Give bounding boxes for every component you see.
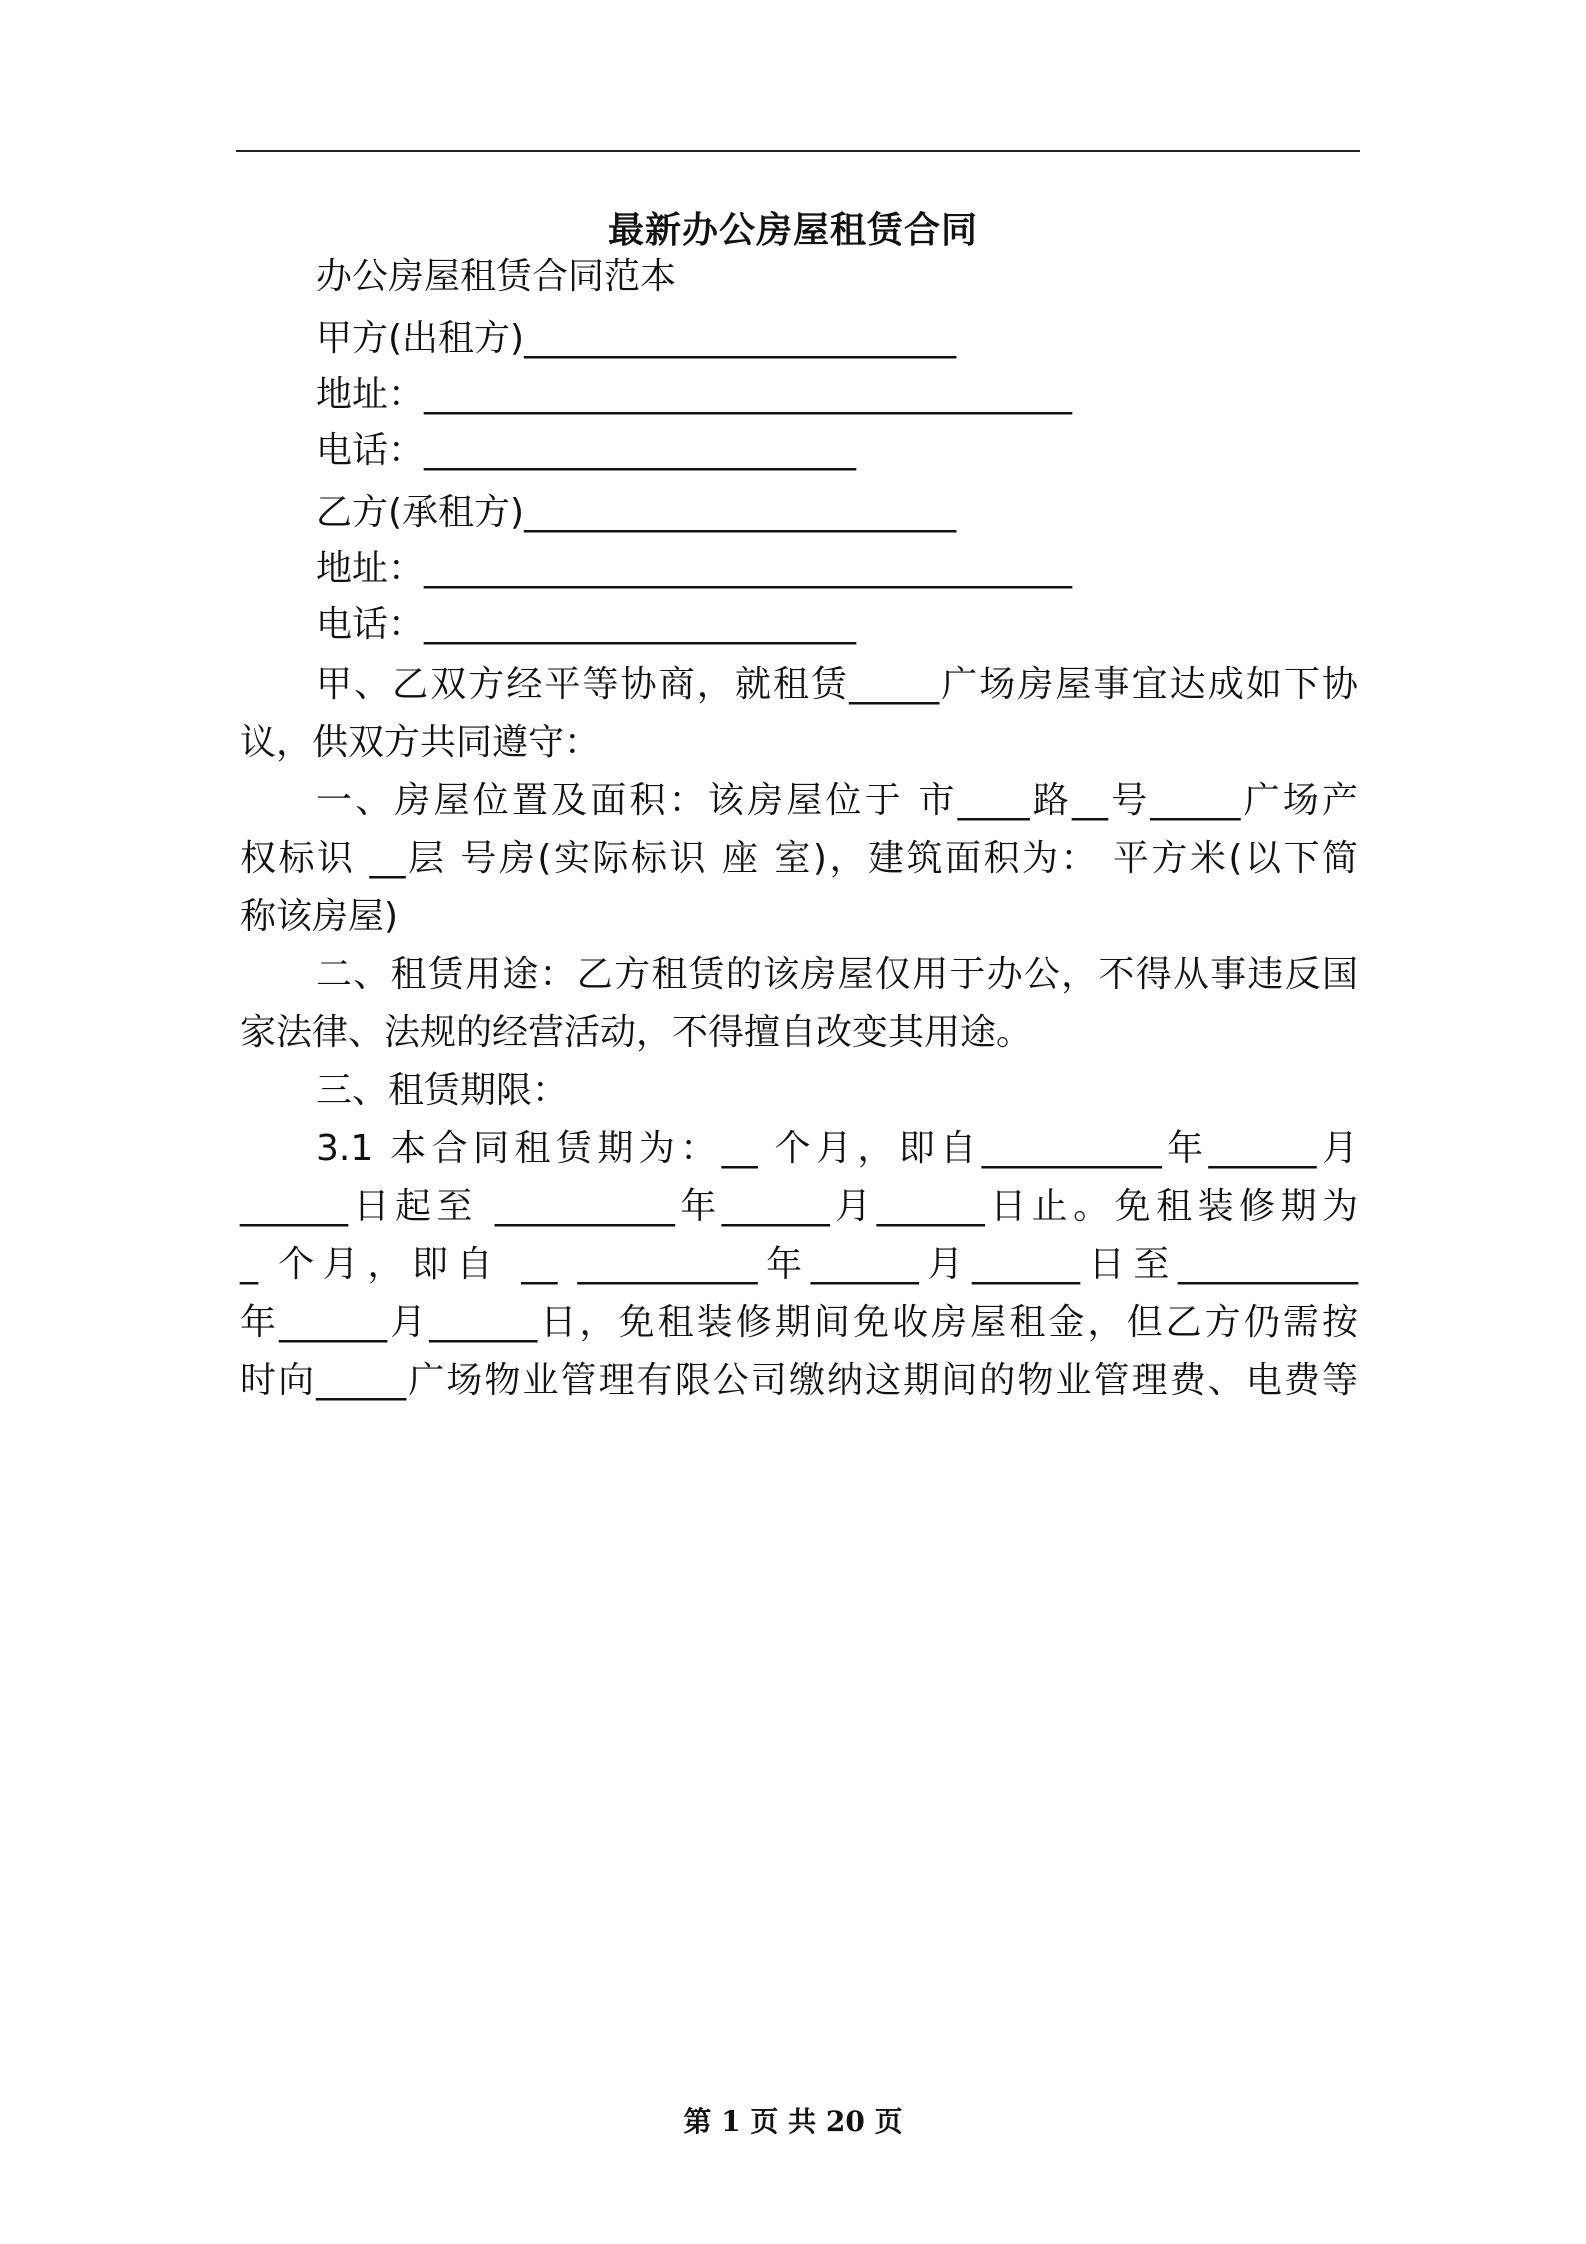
paragraph-line: 年______月______日，免租装修期间免收房屋租金，但乙方仍需按 (240, 1302, 1358, 1343)
party-b-line: 乙方(承租方)________________________ (316, 492, 957, 533)
party-a-phone-line: 电话：________________________ (316, 430, 857, 471)
paragraph-line: 3.1 本合同租赁期为：__ 个月，即自__________年______月 (316, 1128, 1358, 1169)
party-b-phone-line: 电话：________________________ (316, 604, 857, 645)
section-heading: 办公房屋租赁合同范本 (316, 256, 677, 297)
paragraph-line: 二、租赁用途：乙方租赁的该房屋仅用于办公，不得从事违反国 (316, 954, 1358, 995)
paragraph-line: 时向_____广场物业管理有限公司缴纳这期间的物业管理费、电费等 (240, 1360, 1358, 1401)
paragraph-line: 甲、乙双方经平等协商，就租赁_____广场房屋事宜达成如下协 (316, 664, 1358, 705)
page-number: 第 1 页 共 20 页 (683, 2105, 903, 2138)
section-heading: 三、租赁期限： (316, 1070, 569, 1111)
paragraph-line: 议，供双方共同遵守： (240, 722, 601, 763)
party-b-address-line: 地址：____________________________________ (316, 548, 1073, 589)
paragraph-line: 权标识 __层 号房(实际标识 座 室)，建筑面积为： 平方米(以下简 (240, 838, 1358, 879)
party-a-line: 甲方(出租方)________________________ (316, 318, 957, 359)
party-a-address-line: 地址：____________________________________ (316, 374, 1073, 415)
paragraph-line: 一、房屋位置及面积：该房屋位于 市____路__号_____广场产 (316, 780, 1358, 821)
paragraph-line: 称该房屋) (240, 896, 399, 937)
paragraph-line: 家法律、法规的经营活动，不得擅自改变其用途。 (240, 1012, 1033, 1053)
paragraph-line: ______日起至 __________年______月______日止。免租装修期为 (240, 1186, 1358, 1227)
paragraph-line: _ 个月，即自 __ __________年______月______日至__________ (240, 1244, 1358, 1285)
header-rule (236, 150, 1360, 152)
document-title: 最新办公房屋租赁合同 (607, 210, 978, 251)
